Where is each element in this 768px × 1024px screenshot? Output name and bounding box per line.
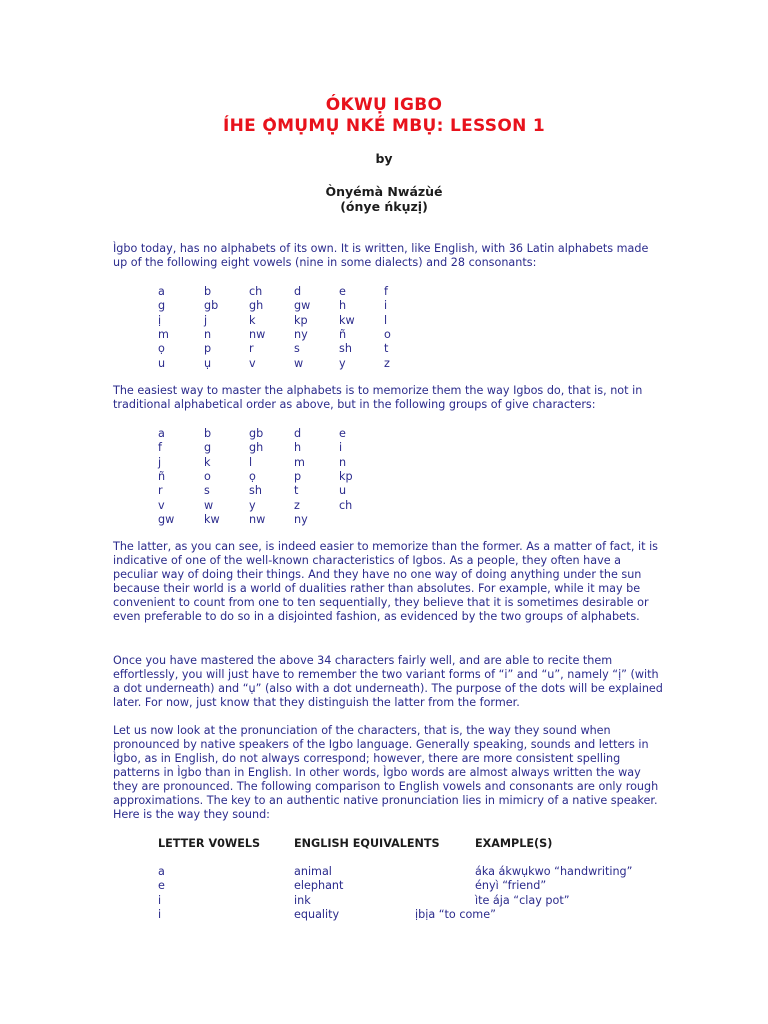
alphabet-letter: ny: [294, 512, 308, 526]
alphabet-letter: b: [204, 285, 212, 298]
alphabet-letter: kw: [339, 313, 355, 327]
alphabet-letter: ñ: [339, 327, 347, 341]
alphabet-letter: sh: [249, 484, 262, 498]
paragraph-intro: Ìgbo today, has no alphabets of its own. It is written, like English, with 36 Latin alphabets made up of the following eight vowels (nine in some dialects) and 28 consonants:: [113, 242, 649, 269]
vowel-table-cell: i: [158, 907, 162, 921]
paragraph-dualities: The latter, as you can see, is indeed easier to memorize than the former. As a matter of fact, it is indicative of one of the well-known characteristics of Igbos. As a people, they often have a peculiar way of doing their things. And they have no one way of doing anything under the sun because their world is a world of dualities rather than absolutes. For example, while it may be convenient to count from one to ten sequentially, they believe that it is sometimes desirable or even preferable to do so in a disjointed fashion, as evidenced by the two groups of alphabets.: [113, 540, 659, 623]
alphabet-letter: r: [249, 342, 254, 356]
alphabet-letter: e: [339, 427, 346, 440]
author-alias: (ónye ńkụzị): [340, 199, 428, 214]
vowel-table-cell: equality: [294, 907, 340, 921]
alphabet-letter: l: [384, 313, 388, 327]
vowel-table-cell: ink: [294, 893, 311, 907]
alphabet-letter: i: [339, 441, 343, 455]
alphabet-letter: d: [294, 285, 302, 298]
alphabet-letter: s: [204, 484, 210, 498]
vowel-table-header: EXAMPLE(S): [475, 837, 553, 850]
alphabet-letter: u: [339, 484, 347, 498]
alphabet-letter: i: [384, 299, 388, 313]
alphabet-letter: o: [204, 469, 211, 483]
vowel-table-cell: ényì “friend”: [475, 879, 547, 893]
alphabet-letter: nw: [249, 512, 266, 526]
alphabet-letter: t: [384, 342, 389, 356]
paragraph-groups: The easiest way to master the alphabets is to memorize them the way Igbos do, that is, not in traditional alphabetical order as above, but in the following groups of give characters:: [113, 384, 643, 411]
alphabet-letter: k: [249, 313, 256, 327]
alphabet-letter: f: [158, 441, 162, 455]
alphabet-letter: ị: [158, 313, 162, 327]
alphabet-letter: h: [339, 299, 347, 313]
author-name: Ònyémà Nwázùé: [325, 184, 443, 199]
alphabet-letter: m: [158, 327, 169, 341]
alphabet-letter: l: [249, 455, 253, 469]
alphabet-letter: f: [384, 285, 388, 298]
vowel-table-header: LETTER V0WELS: [158, 837, 261, 850]
alphabet-letter: y: [339, 356, 346, 370]
paragraph-variants: Once you have mastered the above 34 characters fairly well, and are able to recite them effortlessly, you will just have to remember the two variant forms of “i” and “u”, namely “ị” (with a dot underneath) and “ụ” (also with a dot underneath). The purpose of the dots will be explained later. For now, just know that they distinguish the latter from the former.: [113, 654, 663, 709]
by-line: by: [375, 151, 393, 166]
alphabet-letter: z: [384, 356, 390, 370]
alphabet-letter: kp: [294, 313, 308, 327]
alphabet-letter: g: [158, 299, 166, 313]
alphabet-letter: ch: [249, 285, 263, 298]
alphabet-letter: a: [158, 285, 165, 298]
paragraph-pronunciation: Let us now look at the pronunciation of the characters, that is, the way they sound when pronounced by native speakers of the Igbo language. Generally speaking, sounds and letters in Ìgbo, as in English, do not always correspond; however, there are more consistent spelling patterns in Ìgbo than in English. In other words, Ìgbo words are almost always written the way they are pronounced. The following comparison to English vowels and consonants are only rough approximations. The key to an authentic native pronunciation lies in mimicry of a native speaker. Here is the way they sound:: [113, 724, 659, 821]
vowel-table-cell: e: [158, 879, 165, 893]
alphabet-letter: t: [294, 484, 299, 498]
alphabet-letter: ny: [294, 327, 308, 341]
alphabet-letter: m: [294, 455, 305, 469]
vowel-table-cell: i: [158, 893, 162, 907]
vowel-table-cell: elephant: [294, 879, 344, 893]
alphabet-letter: j: [158, 455, 162, 469]
alphabet-letter: gw: [158, 512, 175, 526]
alphabet-letter: kw: [204, 512, 220, 526]
alphabet-letter: n: [339, 455, 347, 469]
vowel-table-cell: animal: [294, 865, 332, 878]
vowel-table-cell: a: [158, 865, 165, 878]
alphabet-letter: p: [294, 469, 302, 483]
alphabet-letter: o: [384, 327, 391, 341]
alphabet-letter: v: [158, 498, 165, 512]
alphabet-letter: u: [158, 356, 166, 370]
alphabet-letter: k: [204, 455, 211, 469]
alphabet-letter: gh: [249, 299, 264, 313]
alphabet-letter: n: [204, 327, 212, 341]
alphabet-letter: b: [204, 427, 212, 440]
title-line-1: ÓKWỤ IGBO: [325, 95, 443, 115]
alphabet-letter: gh: [249, 441, 264, 455]
alphabet-letter: ñ: [158, 469, 166, 483]
alphabet-letter: z: [294, 498, 300, 512]
vowel-table-cell: áka ákwụkwo “handwriting”: [475, 865, 633, 878]
alphabet-letter: gb: [204, 299, 219, 313]
alphabet-letter: w: [204, 498, 214, 512]
alphabet-letter: d: [294, 427, 302, 440]
vowel-table-cell: ịbịa “to come”: [415, 907, 496, 921]
alphabet-letter: j: [204, 313, 208, 327]
alphabet-letter: y: [249, 498, 256, 512]
alphabet-letter: s: [294, 342, 300, 356]
alphabet-letter: gw: [294, 299, 311, 313]
alphabet-letter: ch: [339, 498, 353, 512]
title-line-2: ÍHE Ọ̀MỤMỤ NKÉ MBỤ: LESSON 1: [223, 116, 545, 136]
alphabet-letter: sh: [339, 342, 352, 356]
alphabet-letter: g: [204, 441, 212, 455]
alphabet-letter: w: [294, 356, 304, 370]
alphabet-letter: gb: [249, 427, 264, 440]
alphabet-letter: r: [158, 484, 163, 498]
alphabet-letter: h: [294, 441, 302, 455]
alphabet-letter: ụ: [204, 356, 212, 370]
alphabet-letter: e: [339, 285, 346, 298]
alphabet-letter: p: [204, 342, 212, 356]
alphabet-letter: ọ: [249, 469, 256, 483]
alphabet-letter: nw: [249, 327, 266, 341]
alphabet-letter: a: [158, 427, 165, 440]
alphabet-letter: kp: [339, 469, 353, 483]
vowel-table-cell: ìte ája “clay pot”: [475, 893, 570, 907]
alphabet-letter: v: [249, 356, 256, 370]
alphabet-letter: ọ: [158, 342, 165, 356]
vowel-table-header: ENGLISH EQUIVALENTS: [294, 837, 440, 850]
